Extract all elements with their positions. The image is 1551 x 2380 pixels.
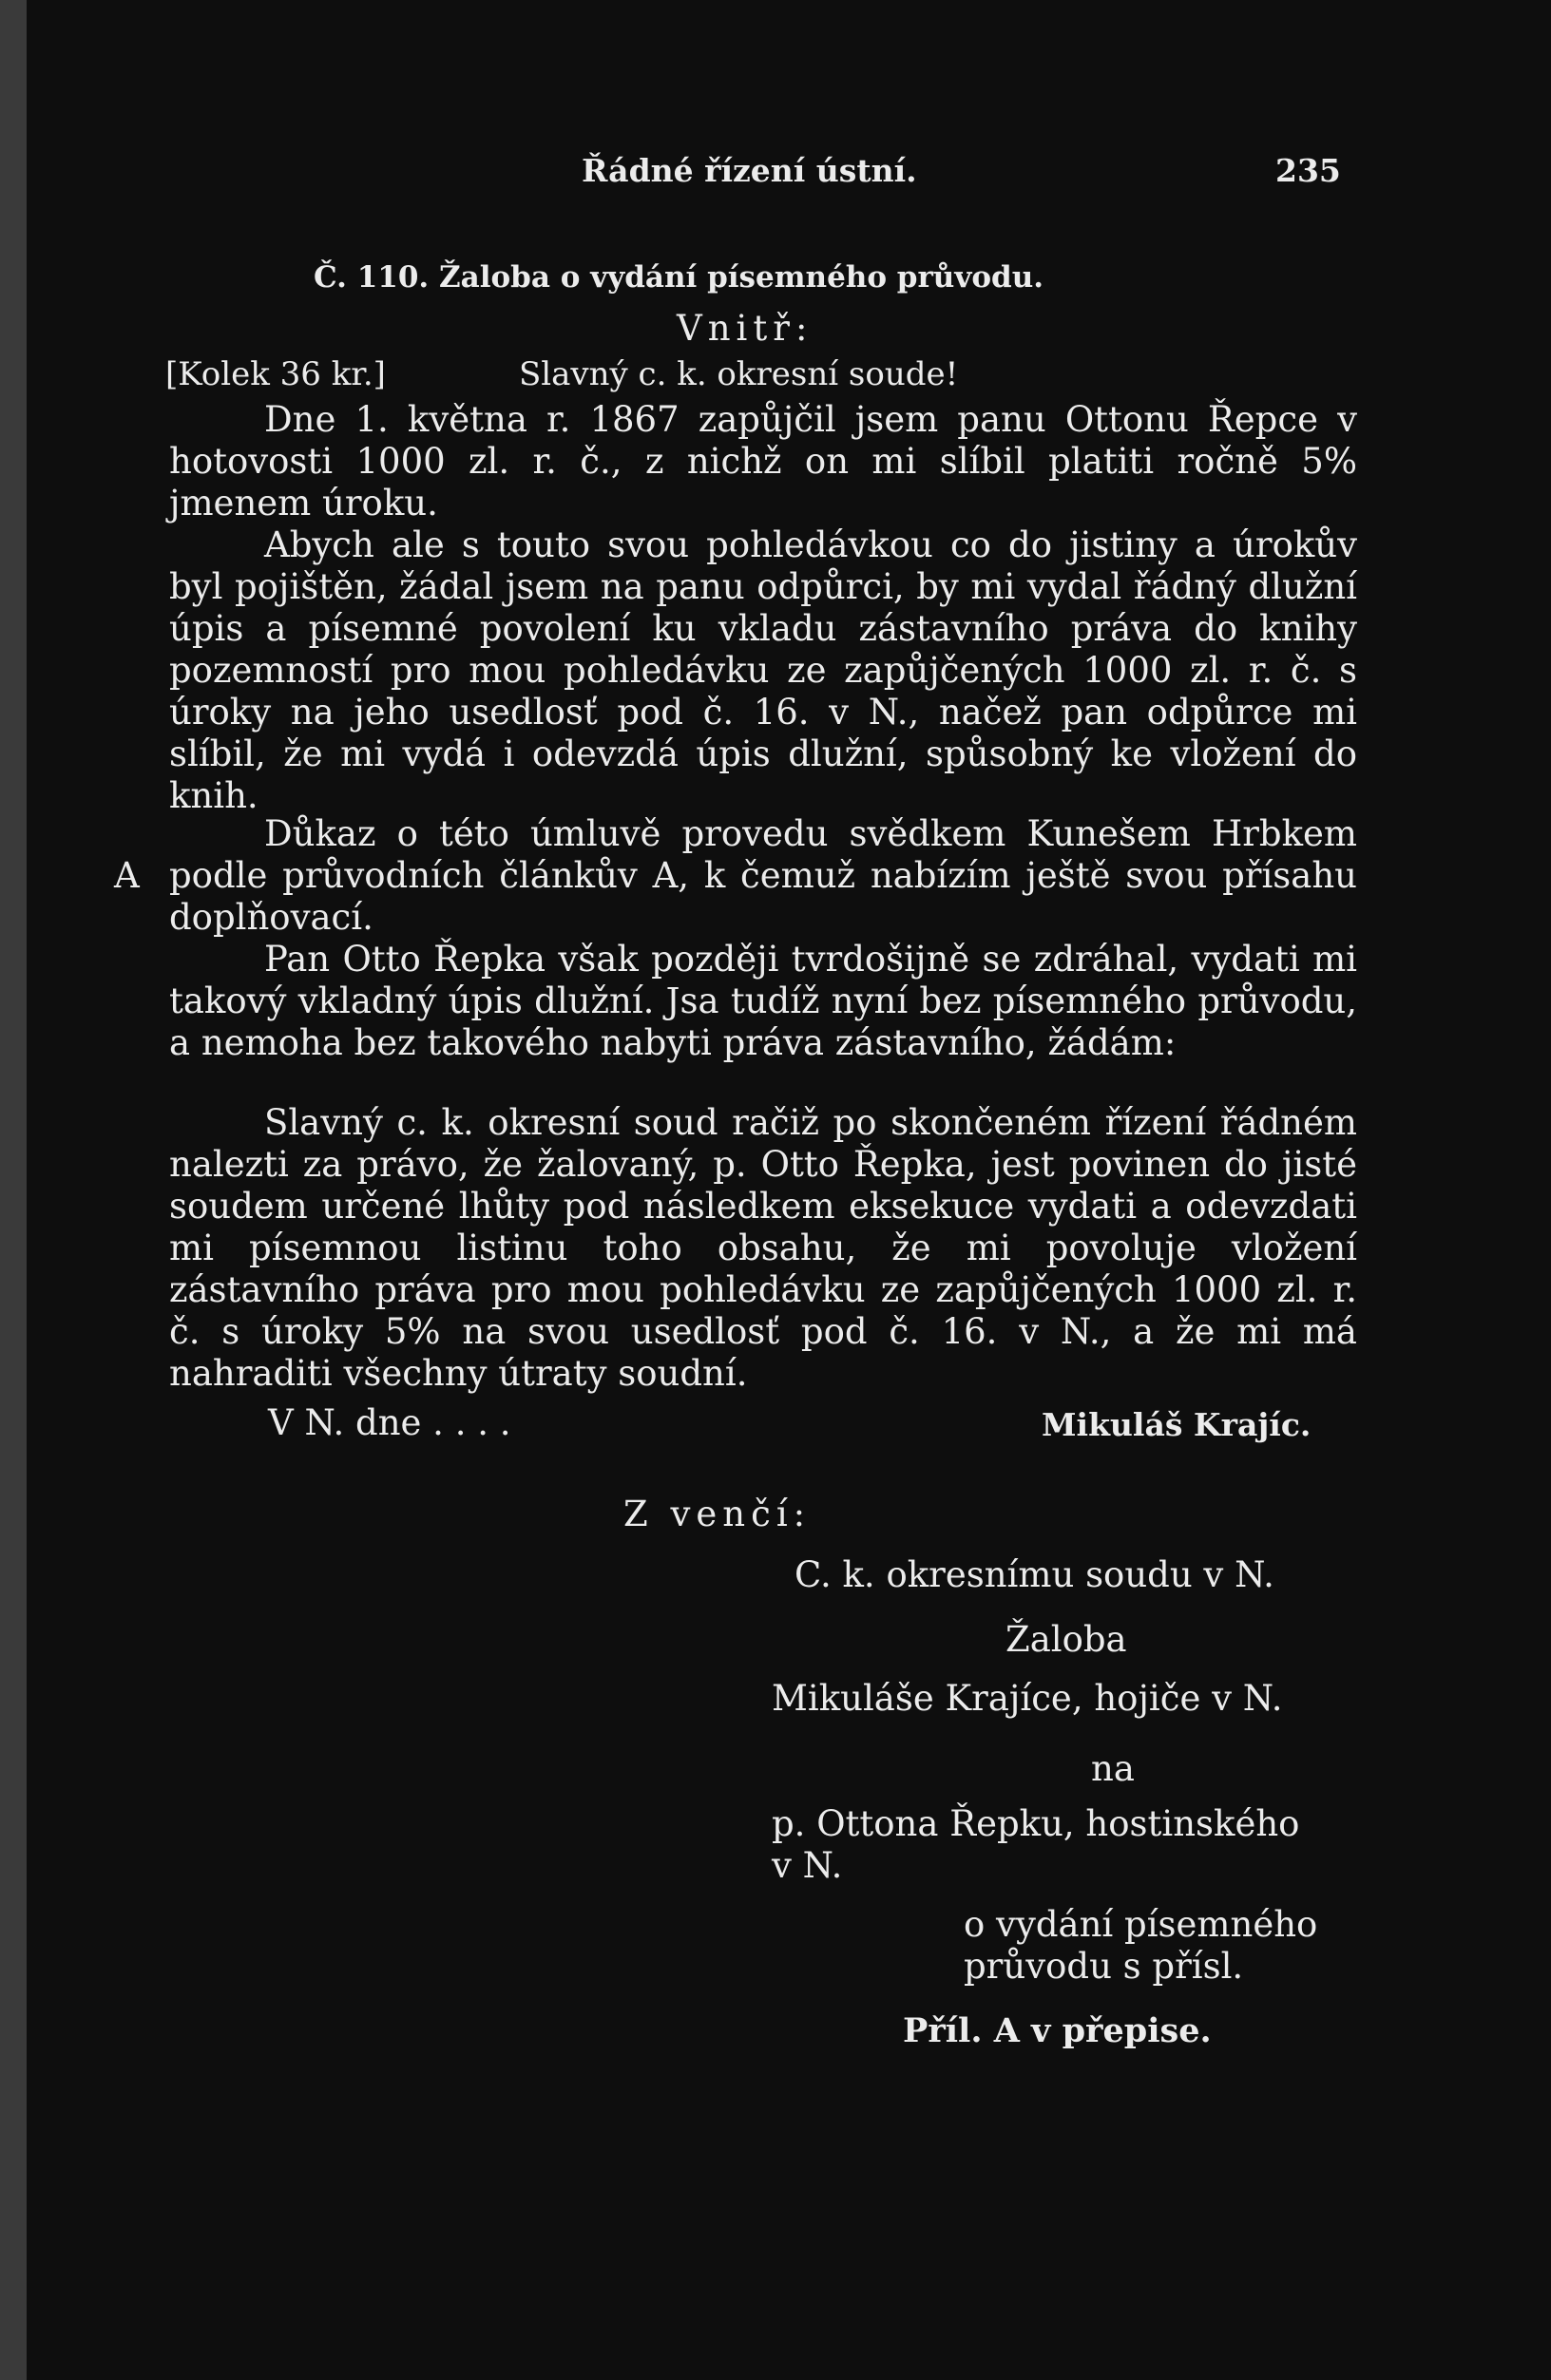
place-date: V N. dne . . . . xyxy=(268,1402,511,1443)
defendant-line-2: v N. xyxy=(772,1845,843,1886)
addressee: C. k. okresnímu soudu v N. xyxy=(795,1554,1274,1595)
plaintiff: Mikuláše Krajíce, hojiče v N. xyxy=(772,1678,1283,1719)
subject-line-2: průvodu s přísl. xyxy=(964,1946,1244,1987)
form-heading: Č. 110. Žaloba o vydání písemného průvodu. xyxy=(314,260,1044,295)
paragraph-3: Důkaz o této úmluvě provedu svědkem Kunešem Hrbkem podle průvodních článkův A, k čemuž nabízím ještě svou přísahu doplňovací. xyxy=(169,813,1357,938)
defendant-line-1: p. Ottona Řepku, hostinského xyxy=(772,1803,1300,1844)
attachment-note: Příl. A v přepise. xyxy=(903,2011,1212,2050)
salutation: Slavný c. k. okresní soude! xyxy=(519,355,959,393)
paragraph-5: Slavný c. k. okresní soud račiž po skončeném řízení řádném nalezti za právo, že žalovaný, p. Otto Řepka, jest povinen do jisté soudem určené lhůty pod následkem eksekuce vydati a odevzdati mi písemnou listinu toho obsahu, že mi povoluje vložení zástavního práva pro mou pohledávku ze zapůjčených 1000 zl. r. č. s úroky 5% na svou usedlosť pod č. 16. v N., a že mi má nahraditi všechny útraty soudní. xyxy=(169,1102,1357,1394)
signature: Mikuláš Krajíc. xyxy=(1042,1406,1312,1443)
outside-title: Žaloba xyxy=(1005,1619,1127,1660)
paragraph-4: Pan Otto Řepka však později tvrdošijně se zdráhal, vydati mi takový vkladný úpis dlužní. Jsa tudíž nyní bez písemného průvodu, a nemoha bez takového nabyti práva zástavního, žádám: xyxy=(169,939,1357,1063)
paragraph-1: Dne 1. května r. 1867 zapůjčil jsem panu Ottonu Řepce v hotovosti 1000 zl. r. č., z nichž on mi slíbil platiti ročně 5% jmenem úroku. xyxy=(169,399,1357,524)
subject-line-1: o vydání písemného xyxy=(964,1904,1318,1945)
outside-label: Z venčí: xyxy=(623,1494,812,1534)
page-edge-shadow xyxy=(0,0,27,2380)
stamp-note: [Kolek 36 kr.] xyxy=(165,355,386,393)
paragraph-2: Abych ale s touto svou pohledávkou co do jistiny a úrokův byl pojištěn, žádal jsem na panu odpůrci, by mi vydal řádný dlužní úpis a písemné povolení ku vkladu zástavního práva do knihy pozemností pro mou pohledávku ze zapůjčených 1000 zl. r. č. s úroky na jeho usedlosť pod č. 16. v N., načež pan odpůrce mi slíbil, že mi vydá i odevzdá úpis dlužní, spůsobný ke vložení do knih. xyxy=(169,524,1357,816)
page-number: 235 xyxy=(1275,152,1341,189)
na-word: na xyxy=(1091,1748,1135,1789)
margin-note: A xyxy=(114,855,140,896)
running-title: Řádné řízení ústní. xyxy=(582,152,917,189)
inside-label: Vnitř: xyxy=(677,308,814,349)
